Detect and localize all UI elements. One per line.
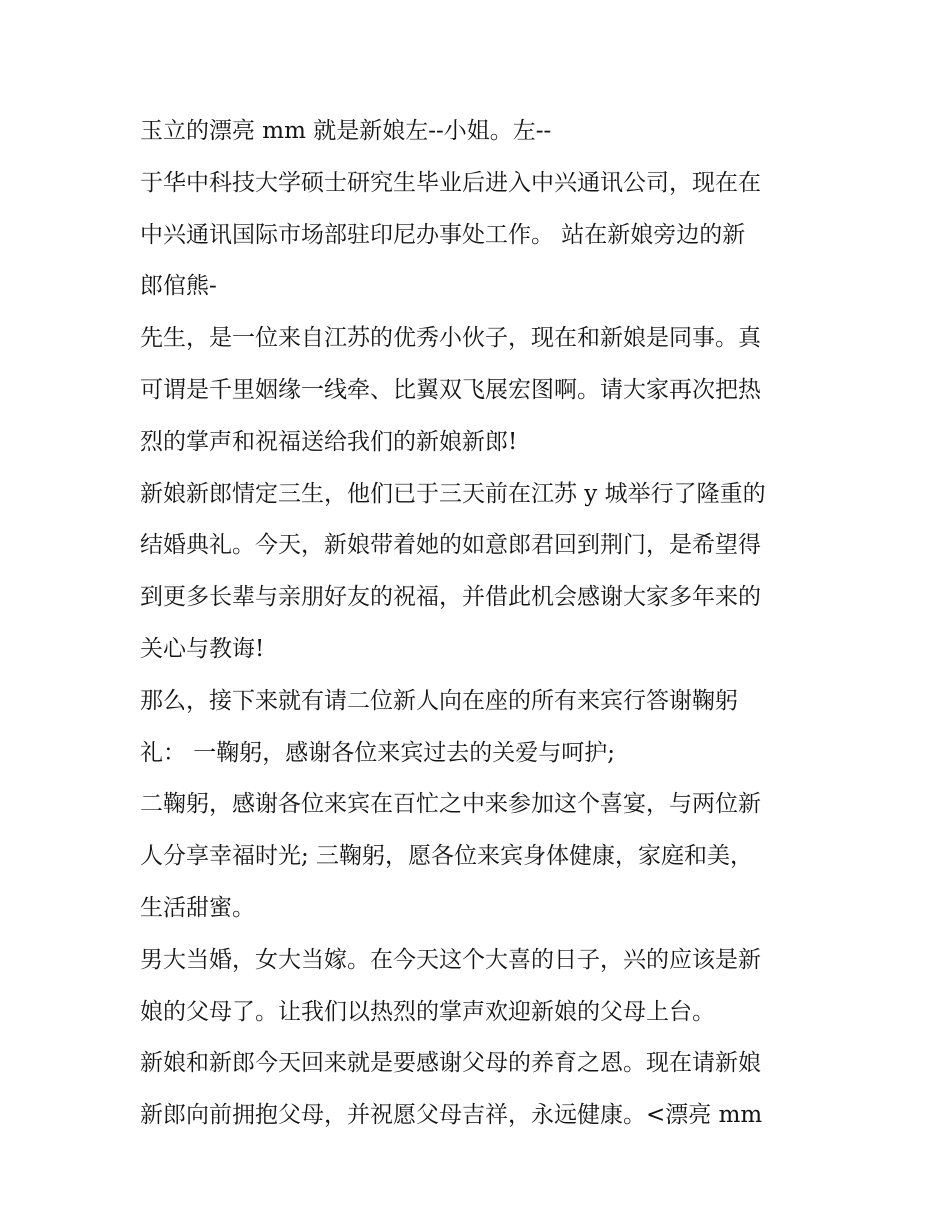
- text-line: 关心与教诲!: [140, 635, 265, 662]
- document-body: [140, 106, 820, 1142]
- text-line: 先生，是一位来自江苏的优秀小伙子，现在和新娘是同事。真: [140, 325, 761, 352]
- text-line: 二鞠躬，感谢各位来宾在百忙之中来参加这个喜宴，与两位新: [140, 791, 761, 818]
- text-line: 郎倌熊-: [140, 273, 217, 300]
- text-line: 中兴通讯国际市场部驻印尼办事处工作。 站在新娘旁边的新: [140, 221, 746, 248]
- text-line: 男大当婚，女大当嫁。在今天这个大喜的日子，兴的应该是新: [140, 946, 761, 973]
- text-line: 生活甜蜜。: [140, 894, 255, 921]
- text-line: 结婚典礼。今天，新娘带着她的如意郎君回到荆门，是希望得: [140, 532, 761, 559]
- text-line: 玉立的漂亮 mm 就是新娘左--小姐。左--: [140, 118, 552, 144]
- text-line: 到更多长辈与亲朋好友的祝福，并借此机会感谢大家多年来的: [140, 584, 761, 611]
- text-line: 人分享幸福时光; 三鞠躬，愿各位来宾身体健康，家庭和美，: [140, 843, 754, 870]
- text-line: 于华中科技大学硕士研究生毕业后进入中兴通讯公司，现在在: [140, 169, 761, 196]
- text-line: 新娘和新郎今天回来就是要感谢父母的养育之恩。现在请新娘: [140, 1050, 761, 1077]
- text-line: 那么，接下来就有请二位新人向在座的所有来宾行答谢鞠躬: [140, 687, 738, 714]
- text-line: 礼： 一鞠躬，感谢各位来宾过去的关爱与呵护;: [140, 739, 616, 766]
- text-line: 新郎向前拥抱父母，并祝愿父母吉祥，永远健康。<漂亮 mm: [140, 1102, 763, 1129]
- text-line: 娘的父母了。让我们以热烈的掌声欢迎新娘的父母上台。: [140, 998, 715, 1025]
- text-line: 烈的掌声和祝福送给我们的新娘新郎!: [140, 428, 518, 455]
- text-line: 新娘新郎情定三生，他们已于三天前在江苏 y 城举行了隆重的: [140, 480, 766, 507]
- text-line: 可谓是千里姻缘一线牵、比翼双飞展宏图啊。请大家再次把热: [140, 376, 761, 403]
